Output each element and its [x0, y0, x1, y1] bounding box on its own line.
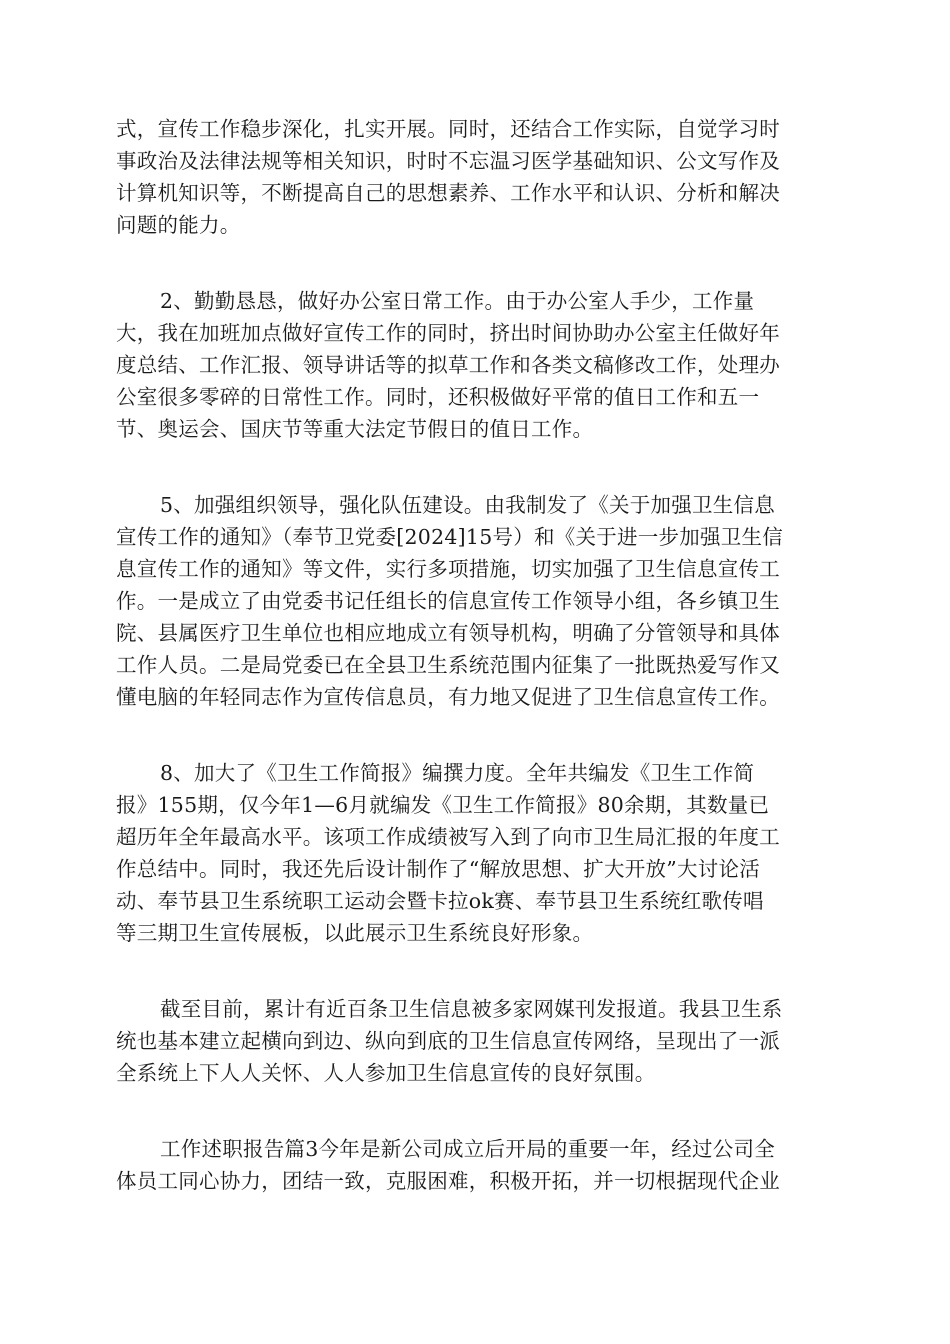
paragraph-4-line-4: 作总结中。同时，我还先后设计制作了“解放思想、扩大开放”大讨论活 [116, 857, 760, 881]
paragraph-2-line-5: 节、奥运会、国庆节等重大法定节假日的值日工作。 [116, 417, 594, 441]
paragraph-6-line-1: 工作述职报告篇3今年是新公司成立后开局的重要一年，经过公司全 [160, 1137, 776, 1161]
paragraph-2-line-1: 2、勤勤恳恳，做好办公室日常工作。由于办公室人手少，工作量 [160, 289, 755, 313]
paragraph-5-line-2: 统也基本建立起横向到边、纵向到底的卫生信息宣传网络，呈现出了一派 [116, 1029, 780, 1053]
paragraph-2-line-4: 公室很多零碎的日常性工作。同时，还积极做好平常的值日工作和五一 [116, 385, 760, 409]
paragraph-3-line-1: 5、加强组织领导，强化队伍建设。由我制发了《关于加强卫生信息 [160, 493, 776, 517]
paragraph-3-line-5: 院、县属医疗卫生单位也相应地成立有领导机构，明确了分管领导和具体 [116, 621, 780, 645]
paragraph-4-line-2: 报》155期，仅今年1—6月就编发《卫生工作简报》80余期，其数量已 [116, 793, 770, 817]
paragraph-1-line-4: 问题的能力。 [116, 213, 241, 237]
paragraph-1-line-2: 事政治及法律法规等相关知识，时时不忘温习医学基础知识、公文写作及 [116, 149, 780, 173]
paragraph-6-line-2: 体员工同心协力，团结一致，克服困难，积极开拓，并一切根据现代企业 [116, 1169, 780, 1193]
paragraph-3-line-6: 工作人员。二是局党委已在全县卫生系统范围内征集了一批既热爱写作又 [116, 653, 780, 677]
paragraph-4-line-6: 等三期卫生宣传展板，以此展示卫生系统良好形象。 [116, 921, 594, 945]
paragraph-4-line-1: 8、加大了《卫生工作简报》编撰力度。全年共编发《卫生工作简 [160, 761, 755, 785]
paragraph-2-line-2: 大，我在加班加点做好宣传工作的同时，挤出时间协助办公室主任做好年 [116, 321, 780, 345]
paragraph-5-line-3: 全系统上下人人关怀、人人参加卫生信息宣传的良好氛围。 [116, 1061, 656, 1085]
paragraph-4-line-5: 动、奉节县卫生系统职工运动会暨卡拉ok赛、奉节县卫生系统红歌传唱 [116, 889, 764, 913]
paragraph-5-line-1: 截至目前，累计有近百条卫生信息被多家网媒刊发报道。我县卫生系 [160, 997, 783, 1021]
paragraph-3-line-7: 懂电脑的年轻同志作为宣传信息员，有力地又促进了卫生信息宣传工作。 [116, 685, 780, 709]
paragraph-1-line-3: 计算机知识等，不断提高自己的思想素养、工作水平和认识、分析和解决 [116, 181, 780, 205]
paragraph-4-line-3: 超历年全年最高水平。该项工作成绩被写入到了向市卫生局汇报的年度工 [116, 825, 780, 849]
paragraph-3-line-2: 宣传工作的通知》（奉节卫党委[2024]15号）和《关于进一步加强卫生信 [116, 525, 784, 549]
paragraph-2-line-3: 度总结、工作汇报、领导讲话等的拟草工作和各类文稿修改工作，处理办 [116, 353, 780, 377]
paragraph-3-line-3: 息宣传工作的通知》等文件，实行多项措施，切实加强了卫生信息宣传工 [116, 557, 780, 581]
paragraph-3-line-4: 作。一是成立了由党委书记任组长的信息宣传工作领导小组，各乡镇卫生 [116, 589, 780, 613]
paragraph-1-line-1: 式，宣传工作稳步深化，扎实开展。同时，还结合工作实际，自觉学习时 [116, 117, 780, 141]
